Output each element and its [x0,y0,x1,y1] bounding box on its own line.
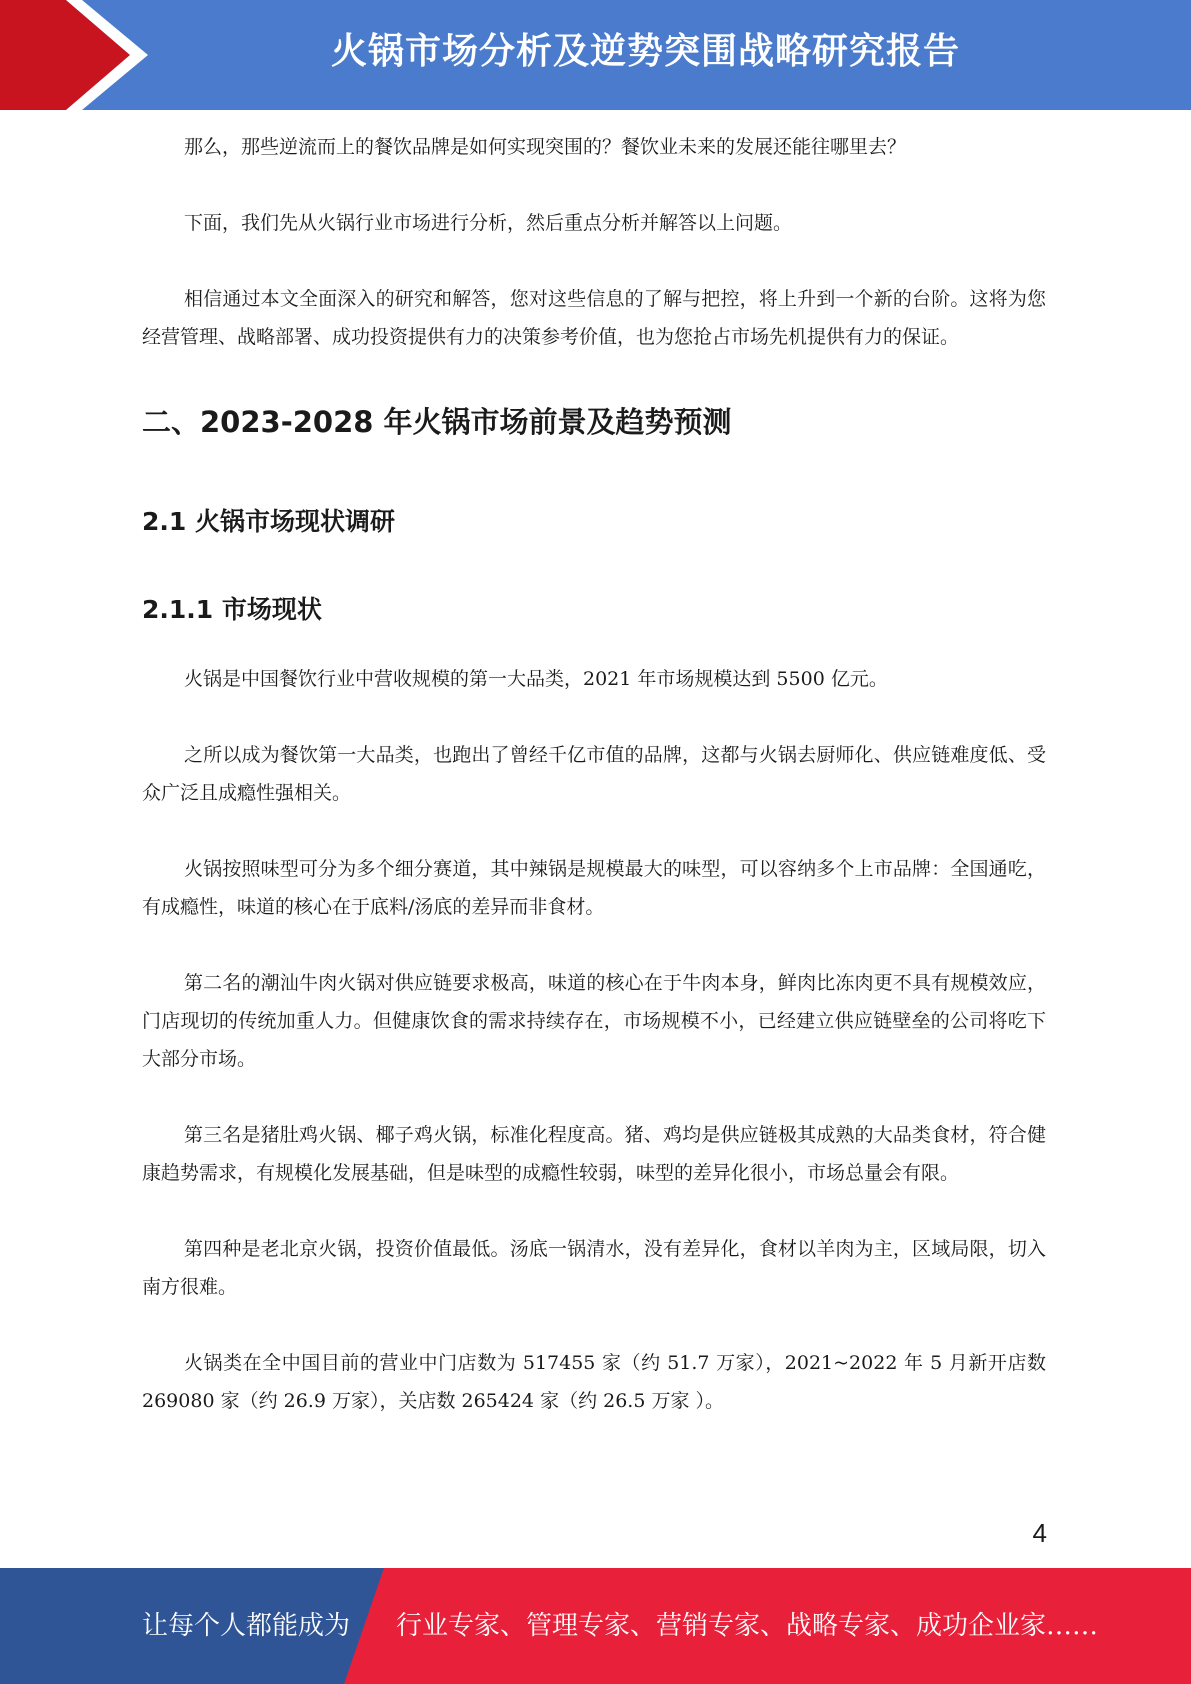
document-title: 火锅市场分析及逆势突围战略研究报告 [330,31,960,72]
intro-paragraph-3: 相信通过本文全面深入的研究和解答，您对这些信息的了解与把控，将上升到一个新的台阶。这将为您经营管理、战略部署、成功投资提供有力的决策参考价值，也为您抢占市场先机提供有力的保证。 [142,288,1046,348]
footer-slogan-left: 让每个人都能成为 [142,1611,351,1641]
body-paragraph-6: 第四种是老北京火锅，投资价值最低。汤底一锅清水，没有差异化，食材以羊肉为主，区域局限，切入南方很难。 [142,1238,1046,1298]
intro-paragraph-1: 那么，那些逆流而上的餐饮品牌是如何实现突围的？餐饮业未来的发展还能往哪里去？ [184,136,907,158]
subsubsection-heading: 2.1.1 市场现状 [142,595,322,624]
page-header [0,0,1191,110]
page-footer [0,1568,1191,1684]
page-number: 4 [1032,1518,1047,1548]
section-heading: 二、2023-2028 年火锅市场前景及趋势预测 [142,405,732,439]
intro-paragraph-2: 下面，我们先从火锅行业市场进行分析，然后重点分析并解答以上问题。 [184,212,793,234]
body-paragraph-4: 第二名的潮汕牛肉火锅对供应链要求极高，味道的核心在于牛肉本身，鲜肉比冻肉更不具有规模效应，门店现切的传统加重人力。但健康饮食的需求持续存在，市场规模不小，已经建立供应链壁垒的公司将吃下大部分市场。 [142,972,1046,1070]
footer-slogan-right: 行业专家、管理专家、营销专家、战略专家、成功企业家…… [396,1611,1099,1641]
document-body [142,128,1046,1458]
header-arrow-decoration [0,0,160,110]
body-paragraph-2: 之所以成为餐饮第一大品类，也跑出了曾经千亿市值的品牌，这都与火锅去厨师化、供应链难度低、受众广泛且成瘾性强相关。 [142,744,1046,804]
body-paragraph-7: 火锅类在全中国目前的营业中门店数为 517455 家（约 51.7 万家），2021~2022 年 5 月新开店数 269080 家（约 26.9 万家），关店数 265424 家（约 26.5 万家 ）。 [142,1352,1046,1412]
body-paragraph-5: 第三名是猪肚鸡火锅、椰子鸡火锅，标准化程度高。猪、鸡均是供应链极其成熟的大品类食材，符合健康趋势需求，有规模化发展基础，但是味型的成瘾性较弱，味型的差异化很小，市场总量会有限。 [142,1124,1046,1184]
body-paragraph-3: 火锅按照味型可分为多个细分赛道，其中辣锅是规模最大的味型，可以容纳多个上市品牌：全国通吃，有成瘾性，味道的核心在于底料/汤底的差异而非食材。 [142,858,1046,918]
subsection-heading: 2.1 火锅市场现状调研 [142,507,395,536]
body-paragraph-1: 火锅是中国餐饮行业中营收规模的第一大品类，2021 年市场规模达到 5500 亿元。 [184,668,888,690]
